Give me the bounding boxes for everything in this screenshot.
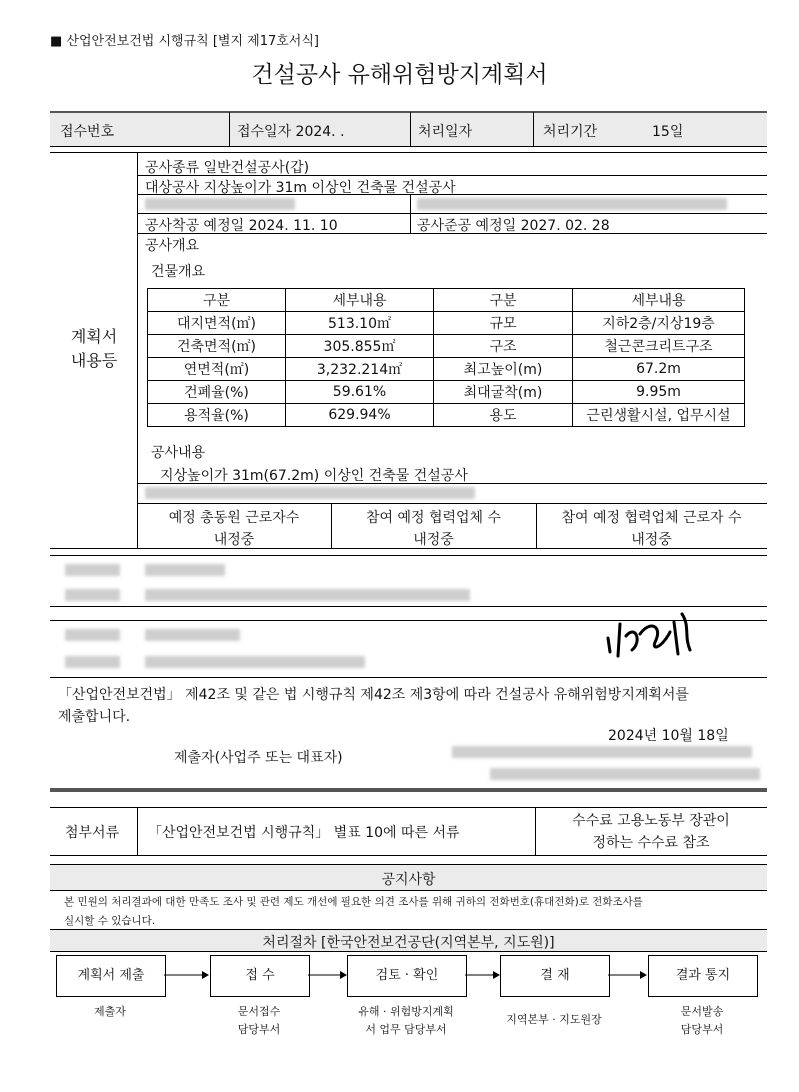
building-overview-label: 건물개요 (151, 264, 206, 280)
redacted-reviewer-qualification (145, 656, 365, 668)
redacted-address (145, 487, 475, 499)
step-receipt: 접 수 (210, 955, 310, 997)
end-date: 공사준공 예정일 2027. 02. 28 (417, 218, 610, 234)
table-row: 연면적(㎡) 3,232.214㎡ 최고높이(m) 67.2m (148, 358, 745, 381)
table-row: 대지면적(㎡) 513.10㎡ 규모 지하2층/지상19층 (148, 312, 745, 335)
step-notify: 결과 통지 (648, 955, 758, 997)
page-title: 건설공사 유해위험방지계획서 (251, 62, 548, 88)
signature (600, 606, 700, 668)
declaration-line-1: 「산업안전보건법」 제42조 및 같은 법 시행규칙 제42조 제3항에 따라 건설공사 유해위험방지계획서를 (58, 687, 689, 703)
work-content-label: 공사내용 (151, 445, 206, 461)
table-row: 용적율(%) 629.94% 용도 근린생활시설, 업무시설 (148, 404, 745, 427)
redacted-submitter (452, 746, 752, 758)
arrow-right-icon (608, 968, 648, 982)
attachments-label: 첨부서류 (65, 825, 120, 841)
arrow-right-icon (164, 968, 210, 982)
processing-period-label: 처리기간 (543, 124, 598, 140)
redacted-author-label-2 (65, 589, 120, 601)
redacted-submitter-company (490, 768, 760, 780)
processing-date-label: 처리일자 (418, 124, 473, 140)
attachments-value: 「산업안전보건법 시행규칙」 별표 10에 따른 서류 (148, 825, 460, 841)
total-workers: 예정 총동원 근로자수 내정중 (168, 510, 300, 548)
declaration-date: 2024년 10월 18일 (608, 728, 729, 744)
step-notify-desc: 문서발송 담당부서 (680, 1005, 724, 1036)
step-receipt-desc: 문서접수 담당부서 (237, 1005, 281, 1036)
fee-info: 수수료 고용노동부 장관이 정하는 수수료 참조 (572, 813, 730, 851)
target-construction: 대상공사 지상높이가 31m 이상인 건축물 건설공사 (145, 180, 456, 196)
redacted-author-qualification (145, 589, 470, 601)
receipt-number-label: 접수번호 (60, 124, 115, 140)
processing-period-value: 15일 (652, 124, 684, 140)
table-row: 건축면적(㎡) 305.855㎡ 구조 철근콘크리트구조 (148, 335, 745, 358)
step-review: 검토 · 확인 (347, 955, 467, 997)
redacted-site-name (145, 198, 295, 210)
submitter-label: 제출자(사업주 또는 대표자) (174, 750, 343, 766)
partner-workers: 참여 예정 협력업체 근로자 수 내정중 (561, 510, 742, 548)
step-approval-desc: 지역본부 · 지도원장 (506, 1013, 602, 1026)
procedure-title: 처리절차 [한국안전보건공단(지역본부, 지도원)] (262, 935, 555, 951)
table-row: 건폐율(%) 59.61% 최대굴착(m) 9.95m (148, 381, 745, 404)
form-label: ■ 산업안전보건법 시행규칙 [별지 제17호서식] (50, 34, 319, 49)
plan-section-label: 계획서 내용등 (70, 327, 118, 370)
arrow-right-icon (308, 968, 348, 982)
overview-label: 공사개요 (145, 238, 200, 254)
redacted-reviewer-label-2 (65, 656, 120, 668)
construction-type: 공사종류 일반건설공사(갑) (145, 160, 310, 176)
redacted-reviewer-name (145, 629, 240, 641)
redacted-cost (417, 198, 727, 210)
work-content: 지상높이가 31m(67.2m) 이상인 건축물 건설공사 (160, 468, 468, 484)
redacted-author-name (145, 564, 225, 576)
step-review-desc: 유해 · 위험방지계획 서 업무 담당부서 (358, 1005, 454, 1036)
declaration-line-2: 제출합니다. (58, 709, 131, 725)
step-submit: 계획서 제출 (56, 955, 166, 997)
start-date: 공사착공 예정일 2024. 11. 10 (145, 218, 338, 234)
step-approval: 결 재 (500, 955, 610, 997)
building-table (147, 288, 745, 427)
notice-title: 공지사항 (381, 872, 436, 888)
table-row: 구분 세부내용 구분 세부내용 (148, 289, 745, 312)
receipt-date-label: 접수일자 2024. . (237, 124, 345, 140)
arrow-right-icon (465, 968, 501, 982)
notice-line-1: 본 민원의 처리결과에 대한 만족도 조사 및 관련 제도 개선에 필요한 의견 조사를 위해 귀하의 전화번호(휴대전화)로 전화조사를 (64, 896, 643, 908)
partner-count: 참여 예정 협력업체 수 내정중 (365, 510, 502, 548)
step-submit-desc: 제출자 (94, 1005, 126, 1018)
redacted-reviewer-label (65, 629, 120, 641)
notice-line-2: 실시할 수 있습니다. (64, 915, 156, 927)
redacted-author-label (65, 564, 120, 576)
